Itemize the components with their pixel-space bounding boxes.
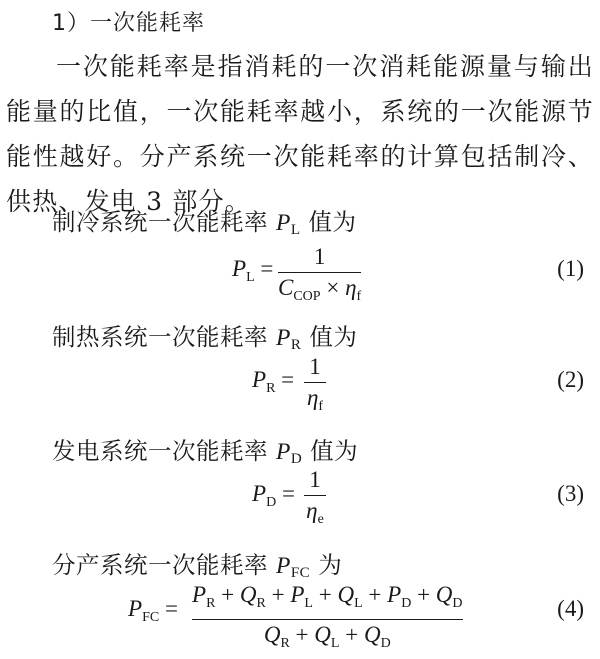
equation-1-intro — [52, 203, 357, 239]
equation-number: (4) — [557, 596, 584, 621]
intro-symbol: P — [275, 325, 291, 351]
equation-denominator: $Q_R + Q_L + Q_D$ — [263, 622, 391, 651]
equation-numerator: $P_R + Q_R + P_L + Q_L + P_D + Q_D$ — [192, 582, 463, 611]
equation-3-intro — [52, 432, 358, 468]
equation-denominator: $\eta_f$ — [306, 385, 324, 414]
equation-number: (1) — [557, 256, 584, 281]
equation-fraction — [278, 242, 361, 312]
intro-text: 制冷系统一次能耗率 — [52, 208, 268, 236]
intro-symbol-sub: D — [290, 451, 303, 467]
equation-denominator: $C_{COP} \times \eta_f$ — [278, 275, 362, 304]
equation-lhs: $P_L$ = — [232, 256, 274, 285]
equation-lhs: $P_R$ = — [252, 367, 295, 396]
intro-suffix: 值为 — [309, 323, 358, 351]
intro-text: 发电系统一次能耗率 — [52, 437, 268, 465]
section-heading: 1）一次能耗率 — [52, 11, 205, 36]
intro-text: 制热系统一次能耗率 — [52, 323, 268, 351]
intro-suffix: 为 — [318, 551, 343, 579]
equation-2 — [0, 352, 600, 422]
body-paragraph: 一次能耗率是指消耗的一次消耗能源量与输出能量的比值，一次能耗率越小，系统的一次能源节能性越好。分产系统一次能耗率的计算包括制冷、供热、发电 3 部分。 — [6, 52, 594, 216]
equation-fraction — [304, 465, 326, 535]
equation-numerator: 1 — [313, 244, 326, 269]
equation-4 — [0, 580, 600, 651]
intro-symbol-sub: FC — [290, 565, 311, 581]
equation-number: (3) — [557, 481, 584, 506]
equation-numerator: 1 — [309, 354, 321, 379]
intro-symbol: P — [275, 210, 291, 236]
equation-number: (2) — [557, 367, 584, 392]
intro-symbol-sub: L — [290, 222, 301, 238]
equation-lhs: $P_{FC}$ = — [128, 596, 178, 625]
intro-symbol: P — [275, 439, 291, 465]
equation-2-intro — [52, 318, 357, 354]
equation-1 — [0, 242, 600, 312]
intro-symbol-sub: R — [290, 337, 302, 353]
equation-numerator: 1 — [309, 467, 321, 492]
equation-4-intro — [52, 546, 342, 582]
equation-fraction — [304, 352, 326, 422]
intro-symbol: P — [275, 553, 291, 579]
equation-denominator: $\eta_e$ — [306, 498, 324, 527]
equation-fraction — [192, 580, 463, 659]
intro-suffix: 值为 — [308, 208, 357, 236]
intro-suffix: 值为 — [310, 437, 359, 465]
equation-lhs: $P_D$ = — [252, 481, 295, 510]
intro-text: 分产系统一次能耗率 — [52, 551, 268, 579]
equation-3 — [0, 465, 600, 535]
